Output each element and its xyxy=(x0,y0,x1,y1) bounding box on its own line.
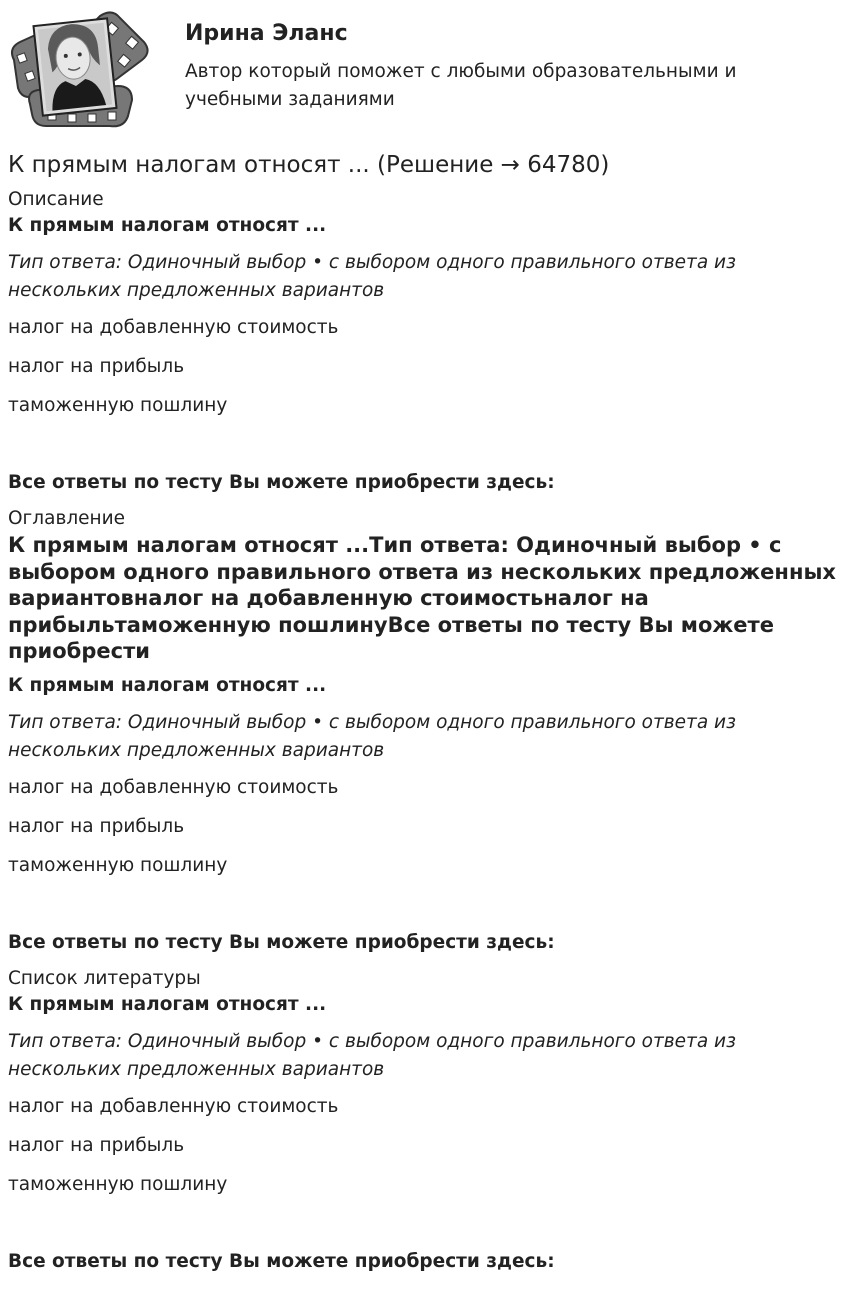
toc-heading: К прямым налогам относят ...Тип ответа: Одиночный выбор • с выбором одного правильного ответа из нескольких предложенных вариантовналог на добавленную стоимостьналог на прибыльтаможенную пошлинуВсе ответы по тесту Вы можете приобрести xyxy=(8,533,836,663)
answer-option: налог на прибыль xyxy=(8,356,185,377)
answer-option: налог на прибыль xyxy=(8,1134,185,1156)
section-label-toc: Оглавление xyxy=(8,508,126,529)
answer-type: Тип ответа: Одиночный выбор • с выбором одного правильного ответа из нескольких предложенных вариантов xyxy=(8,252,736,301)
author-avatar-icon xyxy=(8,8,150,128)
buy-answers-text: Все ответы по тесту Вы можете приобрести здесь: xyxy=(8,472,555,493)
literature-section xyxy=(8,966,838,1275)
answer-option: налог на добавленную стоимость xyxy=(8,317,339,338)
answer-option: налог на прибыль xyxy=(8,815,185,837)
answer-type: Тип ответа: Одиночный выбор • с выбором одного правильного ответа из нескольких предложенных вариантов xyxy=(8,711,736,761)
buy-answers-text: Все ответы по тесту Вы можете приобрести здесь: xyxy=(8,931,555,953)
author-name: Ирина Эланс xyxy=(185,21,348,46)
spacer xyxy=(8,892,838,930)
question-heading: К прямым налогам относят ... xyxy=(8,674,327,696)
section-label-description: Описание xyxy=(8,189,104,210)
answer-option: налог на добавленную стоимость xyxy=(8,1095,339,1117)
description-section xyxy=(8,187,838,496)
answer-type: Тип ответа: Одиночный выбор • с выбором одного правильного ответа из нескольких предложенных вариантов xyxy=(8,1030,736,1080)
spacer xyxy=(8,1211,838,1249)
answer-option: таможенную пошлину xyxy=(8,1173,228,1195)
page-title: К прямым налогам относят ... (Решение → 64780) xyxy=(8,152,610,178)
answer-option: налог на добавленную стоимость xyxy=(8,776,339,798)
author-description: Автор который поможет с любыми образовательными и учебными заданиями xyxy=(185,61,737,110)
main-content xyxy=(8,150,838,1285)
answer-option: таможенную пошлину xyxy=(8,854,228,876)
author-card xyxy=(8,8,838,128)
buy-answers-text: Все ответы по тесту Вы можете приобрести здесь: xyxy=(8,1250,555,1272)
toc-section xyxy=(8,506,838,956)
question-heading: К прямым налогам относят ... xyxy=(8,215,327,236)
section-label-literature: Список литературы xyxy=(8,967,201,989)
answer-option: таможенную пошлину xyxy=(8,395,228,416)
spacer xyxy=(8,432,838,470)
question-heading: К прямым налогам относят ... xyxy=(8,993,327,1015)
